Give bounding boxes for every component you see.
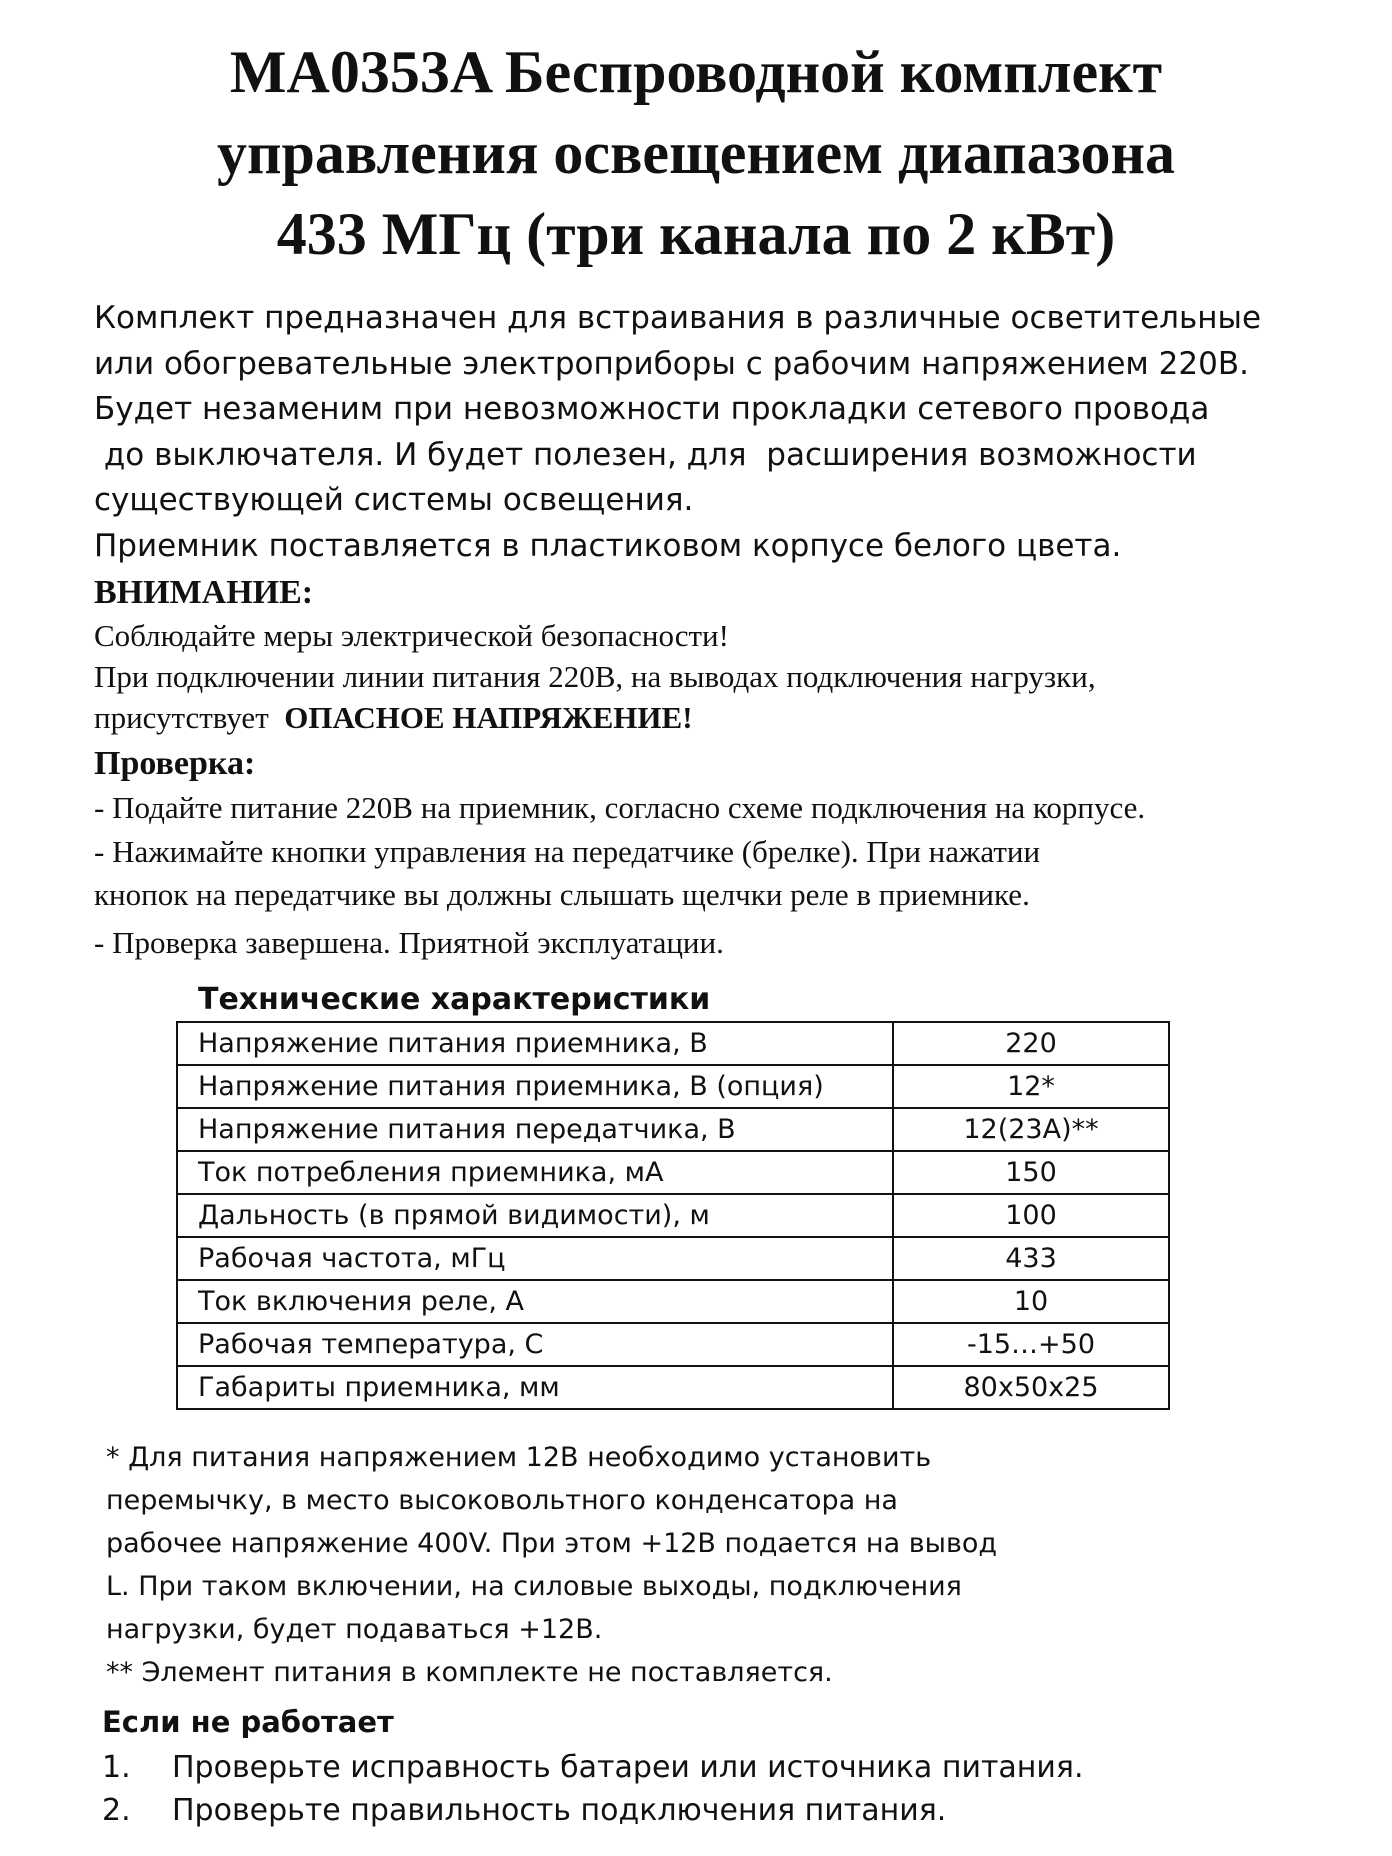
spec-param: Дальность (в прямой видимости), м [177,1194,893,1237]
list-item-text: Проверьте исправность батареи или источника питания. [172,1750,1084,1785]
spec-value: -15…+50 [893,1323,1169,1366]
spec-value: 12(23A)** [893,1108,1169,1151]
troubleshoot-heading: Если не работает [102,1705,394,1739]
danger-voltage-emphasis: ОПАСНОЕ НАПРЯЖЕНИЕ! [284,700,693,735]
warning-line-3-prefix: присутствует [94,700,285,735]
list-item-number: 1. [102,1750,131,1785]
warning-line-2: При подключении линии питания 220В, на выводах подключения нагрузки, [94,659,1096,694]
check-step-2: - Нажимайте кнопки управления на передатчике (брелке). При нажатии [94,833,1041,869]
list-item-text: Проверьте правильность подключения питания. [172,1793,947,1828]
table-row [177,1022,1169,1065]
warning-text [94,615,1374,738]
intro-line-2: или обогревательные электроприборы с рабочим напряжением 220В. [94,345,1249,382]
intro-paragraph [94,296,1354,569]
intro-line-6: Приемник поставляется в пластиковом корпусе белого цвета. [94,527,1122,564]
table-row [177,1108,1169,1151]
footnote-line: L. При таком включении, на силовые выходы, подключения [106,1571,962,1602]
warning-heading: ВНИМАНИЕ: [94,574,314,611]
spec-value: 10 [893,1280,1169,1323]
list-item [102,1746,1302,1789]
spec-param: Габариты приемника, мм [177,1366,893,1409]
spec-value: 12* [893,1065,1169,1108]
table-row [177,1366,1169,1409]
intro-line-1: Комплект предназначен для встраивания в различные осветительные [94,300,1262,336]
check-heading: Проверка: [94,745,256,782]
warning-line-3 [94,697,1374,738]
title-line-2: управления освещением диапазона [216,120,1176,186]
check-step-1: - Подайте питание 220В на приемник, согласно схеме подключения на корпусе. [94,790,1146,825]
footnote-line: перемычку, в место высоковольтного конденсатора на [106,1485,898,1516]
spec-param: Ток включения реле, А [177,1280,893,1323]
document-title [0,32,1392,275]
spec-value: 150 [893,1151,1169,1194]
spec-param: Напряжение питания приемника, В (опция) [177,1065,893,1108]
check-step-2-cont: кнопок на передатчике вы должны слышать щелчки реле в приемнике. [94,877,1030,912]
check-steps [94,786,1374,964]
footnotes [106,1436,1106,1694]
intro-line-5: существующей системы освещения. [94,482,694,518]
footnote-line: * Для питания напряжением 12В необходимо установить [106,1442,932,1473]
spec-param: Ток потребления приемника, мА [177,1151,893,1194]
spec-param: Рабочая температура, С [177,1323,893,1366]
spec-value: 80x50x25 [893,1366,1169,1409]
footnote-line: нагрузки, будет подаваться +12В. [106,1614,603,1645]
intro-line-4: до выключателя. И будет полезен, для расширения возможности [94,436,1197,473]
list-item [102,1789,1302,1832]
check-step-3: - Проверка завершена. Приятной эксплуатации. [94,924,724,960]
specs-table [176,1021,1170,1410]
spec-param: Напряжение питания приемника, В [177,1022,893,1065]
warning-line-1: Соблюдайте меры электрической безопасности! [94,618,729,653]
table-row [177,1194,1169,1237]
list-item-number: 2. [102,1793,131,1828]
spec-param: Рабочая частота, мГц [177,1237,893,1280]
intro-line-3: Будет незаменим при невозможности прокладки сетевого провода [94,391,1210,427]
footnote-line: рабочее напряжение 400V. При этом +12В подается на вывод [106,1528,998,1559]
spec-value: 433 [893,1237,1169,1280]
specs-caption: Технические характеристики [198,982,711,1017]
spec-value: 220 [893,1022,1169,1065]
title-line-1: MA0353A Беспроводной комплект [229,39,1163,105]
table-row [177,1065,1169,1108]
table-row [177,1280,1169,1323]
spec-value: 100 [893,1194,1169,1237]
troubleshoot-list [102,1746,1302,1832]
spec-param: Напряжение питания передатчика, В [177,1108,893,1151]
table-row [177,1323,1169,1366]
table-row [177,1237,1169,1280]
table-row [177,1151,1169,1194]
footnote-line: ** Элемент питания в комплекте не поставляется. [106,1657,833,1688]
title-line-3: 433 МГц (три канала по 2 кВт) [276,201,1116,267]
